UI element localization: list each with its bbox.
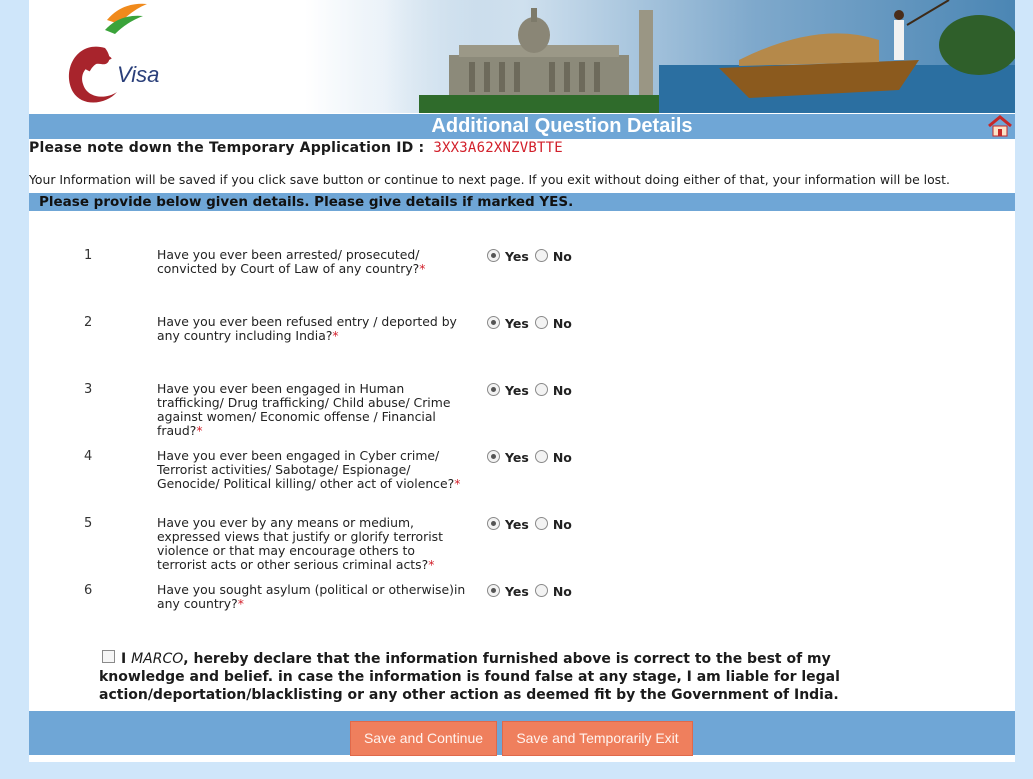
question-label: Have you ever been engaged in Human trafficking/ Drug trafficking/ Child abuse/ Crime against women/ Economic offense / Financial fraud?: [157, 381, 451, 438]
details-bar: [29, 193, 1015, 211]
home-icon[interactable]: [987, 115, 1013, 138]
question-label: Have you ever by any means or medium, expressed views that justify or glorify terrorist violence or that may encourage others to terrorist acts or other serious criminal acts?: [157, 515, 443, 572]
no-label: No: [552, 450, 572, 465]
yes-label: Yes: [505, 383, 529, 398]
required-mark: *: [196, 423, 203, 438]
question-number: 1: [84, 248, 93, 263]
question-text: [157, 315, 467, 343]
temporary-id-value: 3XX3A62XNZVBTTE: [433, 140, 563, 156]
yes-label: Yes: [505, 517, 529, 532]
question-text: [157, 382, 467, 438]
applicant-name: MARCO: [131, 651, 184, 667]
save-and-continue-button[interactable]: Save and Continue: [350, 721, 497, 756]
question-number: 6: [84, 583, 93, 598]
yes-radio[interactable]: [487, 584, 500, 597]
question-label: Have you ever been arrested/ prosecuted/ convicted by Court of Law of any country?: [157, 247, 420, 276]
no-radio[interactable]: [535, 316, 548, 329]
no-label: No: [552, 517, 572, 532]
logo-text: Visa: [117, 62, 160, 87]
required-mark: *: [454, 476, 461, 491]
footer-bar: [29, 711, 1015, 755]
declaration-checkbox[interactable]: [102, 650, 115, 663]
question-text: [157, 583, 467, 611]
evisa-logo-icon: [47, 0, 167, 110]
no-label: No: [552, 584, 572, 599]
answer-options: [487, 316, 578, 331]
no-label: No: [552, 383, 572, 398]
page-title: Additional Question Details: [431, 115, 693, 137]
required-mark: *: [237, 596, 244, 611]
question-text: [157, 248, 467, 276]
title-bar: [29, 114, 1015, 139]
declaration-text: , hereby declare that the information furnished above is correct to the best of my knowledge and belief. in case the information is found false at any stage, I am liable for legal action/deportation/blacklisting or any other action as deemed fit by the Government of India.: [99, 651, 840, 703]
question-label: Have you ever been refused entry / deported by any country including India?: [157, 314, 457, 343]
no-radio[interactable]: [535, 517, 548, 530]
no-radio[interactable]: [535, 383, 548, 396]
question-text: [157, 449, 467, 491]
yes-label: Yes: [505, 316, 529, 331]
details-heading: Please provide below given details. Please give details if marked YES.: [39, 194, 574, 210]
question-label: Have you sought asylum (political or otherwise)in any country?: [157, 582, 466, 611]
question-label: Have you ever been engaged in Cyber crime/ Terrorist activities/ Sabotage/ Espionage/ Genocide/ Political killing/ other act of violence?: [157, 448, 455, 491]
header-banner: [29, 0, 1015, 113]
question-number: 3: [84, 382, 93, 397]
declaration-prefix: I: [121, 651, 127, 667]
no-label: No: [552, 249, 572, 264]
declaration: [99, 650, 859, 704]
yes-label: Yes: [505, 450, 529, 465]
yes-radio[interactable]: [487, 383, 500, 396]
yes-label: Yes: [505, 584, 529, 599]
save-and-exit-button[interactable]: Save and Temporarily Exit: [502, 721, 693, 756]
no-radio[interactable]: [535, 450, 548, 463]
no-radio[interactable]: [535, 584, 548, 597]
answer-options: [487, 517, 578, 532]
answer-options: [487, 383, 578, 398]
question-number: 5: [84, 516, 93, 531]
save-info-note: Your Information will be saved if you click save button or continue to next page. If you exit without doing either of that, your information will be lost.: [29, 172, 950, 187]
temporary-id-line: [29, 140, 563, 156]
no-label: No: [552, 316, 572, 331]
question-number: 4: [84, 449, 93, 464]
answer-options: [487, 249, 578, 264]
yes-radio[interactable]: [487, 450, 500, 463]
yes-label: Yes: [505, 249, 529, 264]
no-radio[interactable]: [535, 249, 548, 262]
question-text: [157, 516, 467, 572]
application-page: [29, 0, 1015, 762]
question-number: 2: [84, 315, 93, 330]
banner-photo: [359, 0, 1015, 113]
required-mark: *: [428, 557, 435, 572]
required-mark: *: [332, 328, 339, 343]
yes-radio[interactable]: [487, 316, 500, 329]
answer-options: [487, 450, 578, 465]
answer-options: [487, 584, 578, 599]
yes-radio[interactable]: [487, 517, 500, 530]
required-mark: *: [419, 261, 426, 276]
temporary-id-label: Please note down the Temporary Application ID :: [29, 140, 425, 156]
yes-radio[interactable]: [487, 249, 500, 262]
